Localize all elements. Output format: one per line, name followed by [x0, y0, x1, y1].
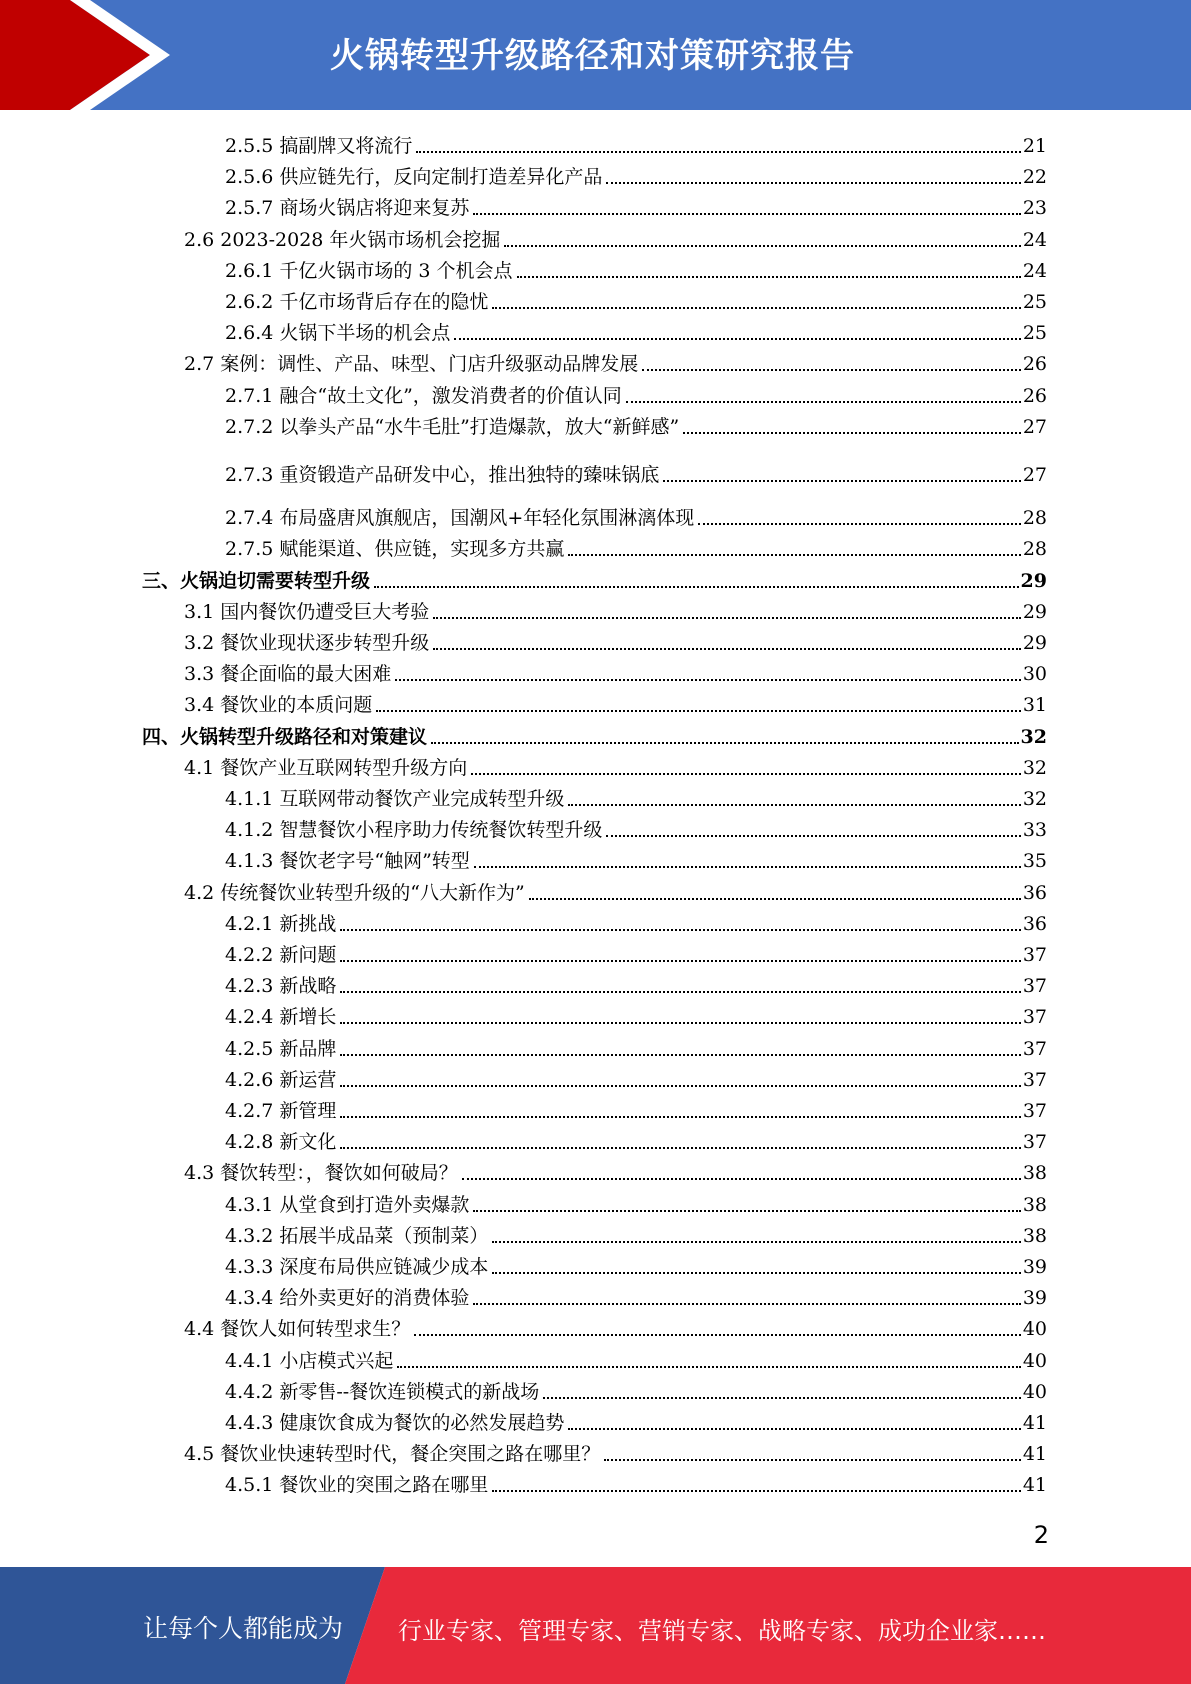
toc-dot-leader	[683, 432, 1021, 434]
toc-entry-title: 4.5.1 餐饮业的突围之路在哪里	[225, 1474, 489, 1497]
toc-entry-page: 40	[1022, 1380, 1047, 1403]
toc-entry[interactable]	[225, 252, 1047, 283]
toc-entry-title: 4.3.4 给外卖更好的消费体验	[225, 1287, 470, 1310]
toc-dot-leader	[474, 866, 1021, 868]
toc-dot-leader	[433, 617, 1021, 619]
toc-entry-title: 3.3 餐企面临的最大困难	[184, 663, 392, 686]
toc-dot-leader	[374, 586, 1019, 588]
toc-dot-leader	[492, 1241, 1020, 1243]
toc-dot-leader	[543, 1397, 1021, 1399]
toc-dot-leader	[663, 480, 1020, 482]
toc-dot-leader	[462, 1178, 1021, 1180]
toc-entry[interactable]	[142, 562, 1047, 593]
toc-dot-leader	[340, 1054, 1020, 1056]
toc-entry-page: 38	[1022, 1162, 1047, 1185]
toc-dot-leader	[376, 710, 1021, 712]
toc-entry-title: 4.1 餐饮产业互联网转型升级方向	[184, 756, 468, 779]
toc-entry[interactable]	[184, 624, 1047, 655]
toc-entry[interactable]	[225, 1248, 1047, 1279]
toc-entry[interactable]	[225, 1217, 1047, 1248]
toc-entry[interactable]	[225, 158, 1047, 189]
toc-dot-leader	[642, 369, 1021, 371]
toc-entry-page: 40	[1022, 1349, 1047, 1372]
toc-entry-page: 33	[1022, 819, 1047, 842]
toc-entry-title: 4.2 传统餐饮业转型升级的“八大新作为”	[184, 881, 525, 904]
toc-entry[interactable]	[225, 408, 1047, 439]
page-header	[0, 0, 1191, 110]
toc-entry-title: 2.7.4 布局盛唐风旗舰店，国潮风+年轻化氛围淋漓体现	[225, 507, 695, 530]
toc-entry[interactable]	[184, 345, 1047, 376]
toc-entry-page: 31	[1022, 694, 1047, 717]
toc-entry-page: 32	[1022, 756, 1047, 779]
toc-entry[interactable]	[225, 780, 1047, 811]
toc-entry[interactable]	[225, 1342, 1047, 1373]
toc-dot-leader	[340, 960, 1020, 962]
toc-entry[interactable]	[225, 283, 1047, 314]
toc-entry[interactable]	[184, 221, 1047, 252]
toc-dot-leader	[433, 648, 1021, 650]
toc-entry-title: 4.3.2 拓展半成品菜（预制菜）	[225, 1224, 489, 1247]
page-number: 2	[1033, 1521, 1049, 1549]
toc-entry-page: 29	[1020, 569, 1047, 592]
toc-entry-title: 3.1 国内餐饮仍遭受巨大考验	[184, 600, 430, 623]
toc-entry-title: 2.5.5 搞副牌又将流行	[225, 135, 413, 157]
toc-entry[interactable]	[225, 127, 1047, 158]
toc-entry-page: 39	[1022, 1287, 1047, 1310]
toc-dot-leader	[340, 1147, 1020, 1149]
toc-entry-title: 4.2.1 新挑战	[225, 912, 337, 935]
toc-entry-title: 3.2 餐饮业现状逐步转型升级	[184, 632, 430, 654]
toc-dot-leader	[492, 307, 1020, 309]
toc-dot-leader	[416, 151, 1020, 153]
toc-dot-leader	[604, 1459, 1021, 1461]
toc-entry-title: 4.3 餐饮转型：，餐饮如何破局？	[184, 1162, 458, 1185]
toc-entry-page: 26	[1022, 384, 1047, 407]
toc-entry[interactable]	[184, 749, 1047, 780]
toc-entry-page: 37	[1022, 944, 1047, 966]
toc-dot-leader	[568, 1428, 1020, 1430]
toc-entry-title: 4.2.6 新运营	[225, 1068, 337, 1091]
toc-dot-leader	[568, 554, 1020, 556]
toc-entry-title: 4.3.3 深度布局供应链减少成本	[225, 1256, 489, 1278]
toc-entry[interactable]	[225, 377, 1047, 408]
toc-dot-leader	[517, 276, 1021, 278]
toc-entry-page: 32	[1020, 725, 1047, 748]
toc-entry[interactable]	[225, 842, 1047, 873]
toc-dot-leader	[471, 773, 1021, 775]
toc-entry-title: 4.2.2 新问题	[225, 944, 337, 966]
toc-entry[interactable]	[225, 1466, 1047, 1497]
footer-slogan-right: 行业专家、管理专家、营销专家、战略专家、成功企业家……	[398, 1617, 1046, 1645]
footer-slogan-left: 让每个人都能成为	[143, 1614, 344, 1643]
toc-entry-title: 3.4 餐饮业的本质问题	[184, 694, 373, 717]
toc-entry-page: 37	[1022, 1006, 1047, 1029]
toc-entry-page: 41	[1022, 1474, 1047, 1497]
toc-entry[interactable]	[225, 499, 1047, 530]
toc-entry-title: 2.7.3 重资锻造产品研发中心，推出独特的臻味锅底	[225, 464, 660, 486]
toc-entry-title: 4.2.5 新品牌	[225, 1037, 337, 1060]
toc-entry-page: 29	[1022, 600, 1047, 623]
toc-entry-page: 35	[1022, 850, 1047, 873]
toc-entry-page: 32	[1022, 788, 1047, 810]
page-footer	[0, 1567, 1191, 1684]
toc-entry-page: 37	[1022, 1037, 1047, 1060]
toc-entry[interactable]	[225, 1030, 1047, 1061]
toc-dot-leader	[529, 898, 1021, 900]
toc-entry-page: 39	[1022, 1256, 1047, 1278]
toc-entry-title: 4.2.7 新管理	[225, 1100, 337, 1122]
toc-entry-page: 37	[1022, 975, 1047, 998]
toc-dot-leader	[473, 1210, 1020, 1212]
toc-entry[interactable]	[225, 456, 1047, 487]
toc-entry-title: 2.7.2 以拳头产品“水牛毛肚”打造爆款，放大“新鲜感”	[225, 415, 680, 438]
toc-entry-title: 2.7 案例：调性、产品、味型、门店升级驱动品牌发展	[184, 353, 639, 376]
toc-entry[interactable]	[225, 998, 1047, 1029]
toc-entry-page: 23	[1022, 197, 1047, 220]
toc-entry-page: 37	[1022, 1068, 1047, 1091]
toc-dot-leader	[473, 213, 1020, 215]
toc-dot-leader	[606, 835, 1020, 837]
toc-dot-leader	[414, 1334, 1021, 1336]
toc-entry-title: 4.5 餐饮业快速转型时代，餐企突围之路在哪里？	[184, 1443, 601, 1466]
toc-entry-page: 27	[1022, 464, 1047, 486]
toc-entry-title: 2.5.6 供应链先行，反向定制打造差异化产品	[225, 166, 603, 189]
toc-entry-title: 4.1.2 智慧餐饮小程序助力传统餐饮转型升级	[225, 819, 603, 842]
toc-dot-leader	[698, 523, 1021, 525]
toc-entry-page: 36	[1022, 912, 1047, 935]
toc-entry-title: 4.4 餐饮人如何转型求生？	[184, 1318, 411, 1341]
toc-entry[interactable]	[225, 905, 1047, 936]
toc-dot-leader	[340, 1085, 1020, 1087]
toc-dot-leader	[606, 182, 1020, 184]
toc-dot-leader	[340, 991, 1020, 993]
toc-entry-page: 36	[1022, 881, 1047, 904]
toc-entry-page: 21	[1022, 135, 1047, 157]
toc-dot-leader	[492, 1490, 1020, 1492]
toc-entry-title: 2.6.4 火锅下半场的机会点	[225, 322, 451, 345]
toc-entry[interactable]	[225, 936, 1047, 967]
toc-entry-page: 28	[1022, 507, 1047, 530]
toc-dot-leader	[504, 245, 1020, 247]
toc-entry-page: 28	[1022, 538, 1047, 561]
toc-entry-title: 4.1.3 餐饮老字号“触网”转型	[225, 850, 470, 873]
toc-entry-page: 38	[1022, 1224, 1047, 1247]
toc-dot-leader	[473, 1303, 1020, 1305]
toc-entry-title: 4.3.1 从堂食到打造外卖爆款	[225, 1193, 470, 1216]
toc-entry-page: 25	[1022, 291, 1047, 313]
toc-entry-title: 4.1.1 互联网带动餐饮产业完成转型升级	[225, 788, 565, 810]
toc-entry-title: 4.4.3 健康饮食成为餐饮的必然发展趋势	[225, 1412, 565, 1434]
toc-entry[interactable]	[225, 1404, 1047, 1435]
toc-entry[interactable]	[184, 1435, 1047, 1466]
toc-dot-leader	[431, 742, 1019, 744]
toc-entry[interactable]	[184, 686, 1047, 717]
toc-entry[interactable]	[225, 1061, 1047, 1092]
toc-entry-page: 37	[1022, 1131, 1047, 1154]
toc-entry[interactable]	[184, 655, 1047, 686]
toc-entry[interactable]	[225, 314, 1047, 345]
toc-entry[interactable]	[184, 1310, 1047, 1341]
toc-entry[interactable]	[184, 874, 1047, 905]
toc-entry-title: 2.7.1 融合“故土文化”，激发消费者的价值认同	[225, 384, 622, 407]
toc-entry-title: 4.2.8 新文化	[225, 1131, 337, 1154]
toc-entry[interactable]	[142, 718, 1047, 749]
toc-dot-leader	[340, 929, 1020, 931]
toc-entry-page: 30	[1022, 663, 1047, 686]
toc-entry[interactable]	[225, 1092, 1047, 1123]
toc-entry[interactable]	[225, 1279, 1047, 1310]
toc-entry-page: 25	[1022, 322, 1047, 345]
toc-entry-page: 37	[1022, 1100, 1047, 1122]
toc-entry-page: 38	[1022, 1193, 1047, 1216]
toc-dot-leader	[395, 679, 1021, 681]
toc-entry-page: 29	[1022, 632, 1047, 654]
toc-entry[interactable]	[225, 1186, 1047, 1217]
toc-entry-page: 41	[1022, 1443, 1047, 1466]
toc-entry-page: 24	[1022, 228, 1047, 251]
toc-entry-page: 40	[1022, 1318, 1047, 1341]
toc-entry[interactable]	[225, 530, 1047, 561]
toc-entry-title: 4.2.4 新增长	[225, 1006, 337, 1029]
toc-entry-page: 24	[1022, 259, 1047, 282]
toc-entry[interactable]	[184, 593, 1047, 624]
toc-dot-leader	[492, 1272, 1020, 1274]
toc-dot-leader	[568, 804, 1020, 806]
toc-dot-leader	[340, 1022, 1020, 1024]
toc-dot-leader	[340, 1116, 1020, 1118]
toc-dot-leader	[397, 1366, 1020, 1368]
toc-entry-title: 2.6.2 千亿市场背后存在的隐忧	[225, 291, 489, 313]
toc-entry-title: 2.6.1 千亿火锅市场的 3 个机会点	[225, 259, 513, 282]
toc-entry-title: 2.5.7 商场火锅店将迎来复苏	[225, 197, 470, 220]
toc-entry-page: 27	[1022, 415, 1047, 438]
header-title: 火锅转型升级路径和对策研究报告	[330, 36, 855, 76]
toc-entry-page: 26	[1022, 353, 1047, 376]
toc-entry-page: 41	[1022, 1412, 1047, 1434]
toc-entry-title: 4.4.2 新零售--餐饮连锁模式的新战场	[225, 1380, 540, 1403]
toc-entry-title: 2.6 2023-2028 年火锅市场机会挖掘	[184, 228, 501, 251]
toc-entry-page: 22	[1022, 166, 1047, 189]
toc-entry[interactable]	[225, 1123, 1047, 1154]
toc-dot-leader	[454, 338, 1020, 340]
toc-entry[interactable]	[225, 967, 1047, 998]
toc-entry-title: 三、火锅迫切需要转型升级	[142, 569, 371, 592]
toc-entry[interactable]	[225, 811, 1047, 842]
toc-dot-leader	[626, 401, 1021, 403]
toc-entry[interactable]	[225, 1373, 1047, 1404]
toc-entry-title: 4.2.3 新战略	[225, 975, 337, 998]
toc-entry-title: 4.4.1 小店模式兴起	[225, 1349, 394, 1372]
toc-entry[interactable]	[184, 1154, 1047, 1185]
toc-entry-title: 四、火锅转型升级路径和对策建议	[142, 725, 428, 748]
toc-entry[interactable]	[225, 189, 1047, 220]
toc-entry-title: 2.7.5 赋能渠道、供应链，实现多方共赢	[225, 538, 565, 561]
